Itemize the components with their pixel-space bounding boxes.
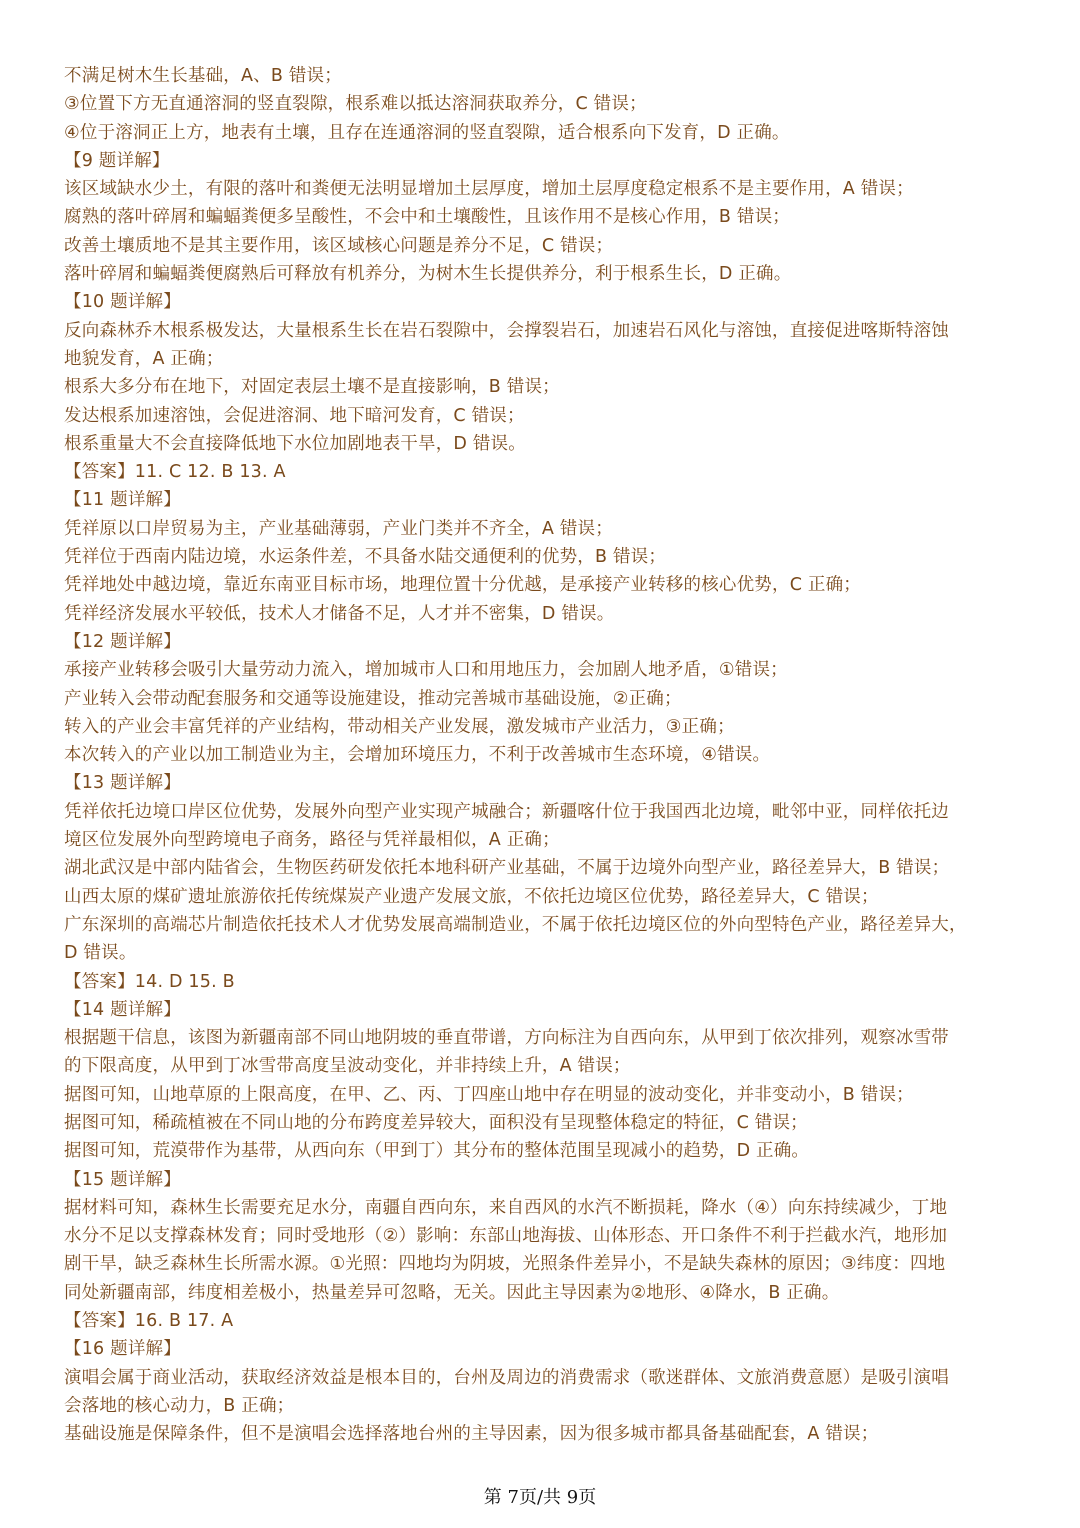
text-line: 演唱会属于商业活动，获取经济效益是根本目的，台州及周边的消费需求（歌迷群体、文旅消费意愿）是吸引演唱 xyxy=(64,1367,949,1388)
text-line: 凭祥原以口岸贸易为主，产业基础薄弱，产业门类并不齐全，A 错误； xyxy=(64,518,613,539)
text-line: 会落地的核心动力，B 正确； xyxy=(64,1395,295,1416)
text-line: 【9 题详解】 xyxy=(64,150,170,171)
text-line: 根系大多分布在地下，对固定表层土壤不是直接影响，B 错误； xyxy=(64,377,560,398)
text-line: 据图可知，荒漠带作为基带，从西向东（甲到丁）其分布的整体范围呈现减小的趋势，D 正确。 xyxy=(64,1141,810,1162)
text-line: 境区位发展外向型跨境电子商务，路径与凭祥最相似，A 正确； xyxy=(64,830,560,851)
text-line: 发达根系加速溶蚀，会促进溶洞、地下暗河发育，C 错误； xyxy=(64,405,525,426)
text-line: 广东深圳的高端芯片制造依托技术人才优势发展高端制造业，不属于依托边境区位的外向型特色产业，路径差异大， xyxy=(64,914,967,935)
text-line: 腐熟的落叶碎屑和蝙蝠粪便多呈酸性，不会中和土壤酸性，且该作用不是核心作用，B 错误； xyxy=(64,207,790,228)
text-line: 凭祥位于西南内陆边境，水运条件差，不具备水陆交通便利的优势，B 错误； xyxy=(64,547,667,568)
text-line: 地貌发育，A 正确； xyxy=(64,348,224,369)
text-line: 【11 题详解】 xyxy=(64,490,181,511)
text-line: 据图可知，山地草原的上限高度，在甲、乙、丙、丁四座山地中存在明显的波动变化，并非变动小，B 错误； xyxy=(64,1084,914,1105)
text-line: 改善土壤质地不是其主要作用，该区域核心问题是养分不足，C 错误； xyxy=(64,235,614,256)
text-line: 【15 题详解】 xyxy=(64,1169,181,1190)
text-line: ④位于溶洞正上方，地表有土壤，且存在连通溶洞的竖直裂隙，适合根系向下发育，D 正确。 xyxy=(64,122,790,143)
text-line: 据图可知，稀疏植被在不同山地的分布跨度差异较大，面积没有呈现整体稳定的特征，C 错误； xyxy=(64,1112,808,1133)
text-line: 【13 题详解】 xyxy=(64,773,181,794)
text-line: 不满足树木生长基础，A、B 错误； xyxy=(64,66,342,86)
text-line: 该区域缺水少土，有限的落叶和粪便无法明显增加土层厚度，增加土层厚度稳定根系不是主要作用，A 错误； xyxy=(64,179,914,200)
text-line: 【答案】16. B 17. A xyxy=(64,1311,234,1332)
text-line: D 错误。 xyxy=(64,943,137,964)
page-footer: 第 7页/共 9页 xyxy=(483,1487,597,1508)
document-body xyxy=(64,62,1020,1449)
text-line: 【16 题详解】 xyxy=(64,1339,181,1360)
text-line: 据材料可知，森林生长需要充足水分，南疆自西向东，来自西风的水汽不断损耗，降水（④）向东持续减少，丁地 xyxy=(64,1197,948,1218)
text-line: 水分不足以支撑森林发育；同时受地形（②）影响：东部山地海拔、山体形态、开口条件不利于拦截水汽，地形加 xyxy=(64,1226,948,1247)
text-line: 【答案】14. D 15. B xyxy=(64,971,235,992)
text-line: 反向森林乔木根系极发达，大量根系生长在岩石裂隙中，会撑裂岩石，加速岩石风化与溶蚀，直接促进喀斯特溶蚀 xyxy=(64,320,949,341)
text-line: 凭祥地处中越边境，靠近东南亚目标市场，地理位置十分优越，是承接产业转移的核心优势，C 正确； xyxy=(64,575,861,596)
text-line: 的下限高度，从甲到丁冰雪带高度呈波动变化，并非持续上升，A 错误； xyxy=(64,1056,631,1077)
text-line: 【答案】11. C 12. B 13. A xyxy=(64,462,286,483)
text-line: 承接产业转移会吸引大量劳动力流入，增加城市人口和用地压力，会加剧人地矛盾，①错误； xyxy=(64,660,788,681)
text-line: ③位置下方无直通溶洞的竖直裂隙，根系难以抵达溶洞获取养分，C 错误； xyxy=(64,94,647,115)
text-line: 湖北武汉是中部内陆省会，生物医药研发依托本地科研产业基础，不属于边境外向型产业，路径差异大，B 错误； xyxy=(64,858,950,879)
text-line: 凭祥经济发展水平较低，技术人才储备不足，人才并不密集，D 错误。 xyxy=(64,603,615,624)
text-line: 剧干旱，缺乏森林生长所需水源。①光照：四地均为阴坡，光照条件差异小，不是缺失森林的原因；③纬度：四地 xyxy=(64,1254,946,1275)
text-line: 本次转入的产业以加工制造业为主，会增加环境压力，不利于改善城市生态环境，④错误。 xyxy=(64,745,771,766)
text-line: 同处新疆南部，纬度相差极小，热量差异可忽略，无关。因此主导因素为②地形、④降水，B 正确。 xyxy=(64,1282,840,1303)
text-line: 山西太原的煤矿遗址旅游依托传统煤炭产业遗产发展文旅，不依托边境区位优势，路径差异大，C 错误； xyxy=(64,886,879,907)
text-line: 落叶碎屑和蝙蝠粪便腐熟后可释放有机养分，为树木生长提供养分，利于根系生长，D 正确。 xyxy=(64,264,792,285)
text-line: 基础设施是保障条件，但不是演唱会选择落地台州的主导因素，因为很多城市都具备基础配套，A 错误； xyxy=(64,1424,879,1445)
text-line: 根据题干信息，该图为新疆南部不同山地阴坡的垂直带谱，方向标注为自西向东，从甲到丁依次排列，观察冰雪带 xyxy=(64,1028,949,1049)
text-line: 【12 题详解】 xyxy=(64,631,181,652)
text-line: 转入的产业会丰富凭祥的产业结构，带动相关产业发展，激发城市产业活力，③正确； xyxy=(64,716,735,737)
text-line: 根系重量大不会直接降低地下水位加剧地表干旱，D 错误。 xyxy=(64,433,526,454)
text-line: 产业转入会带动配套服务和交通等设施建设，推动完善城市基础设施，②正确； xyxy=(64,688,682,709)
text-line: 【10 题详解】 xyxy=(64,292,181,313)
text-line: 凭祥依托边境口岸区位优势，发展外向型产业实现产城融合；新疆喀什位于我国西北边境，毗邻中亚，同样依托边 xyxy=(64,801,949,822)
text-line: 【14 题详解】 xyxy=(64,999,181,1020)
